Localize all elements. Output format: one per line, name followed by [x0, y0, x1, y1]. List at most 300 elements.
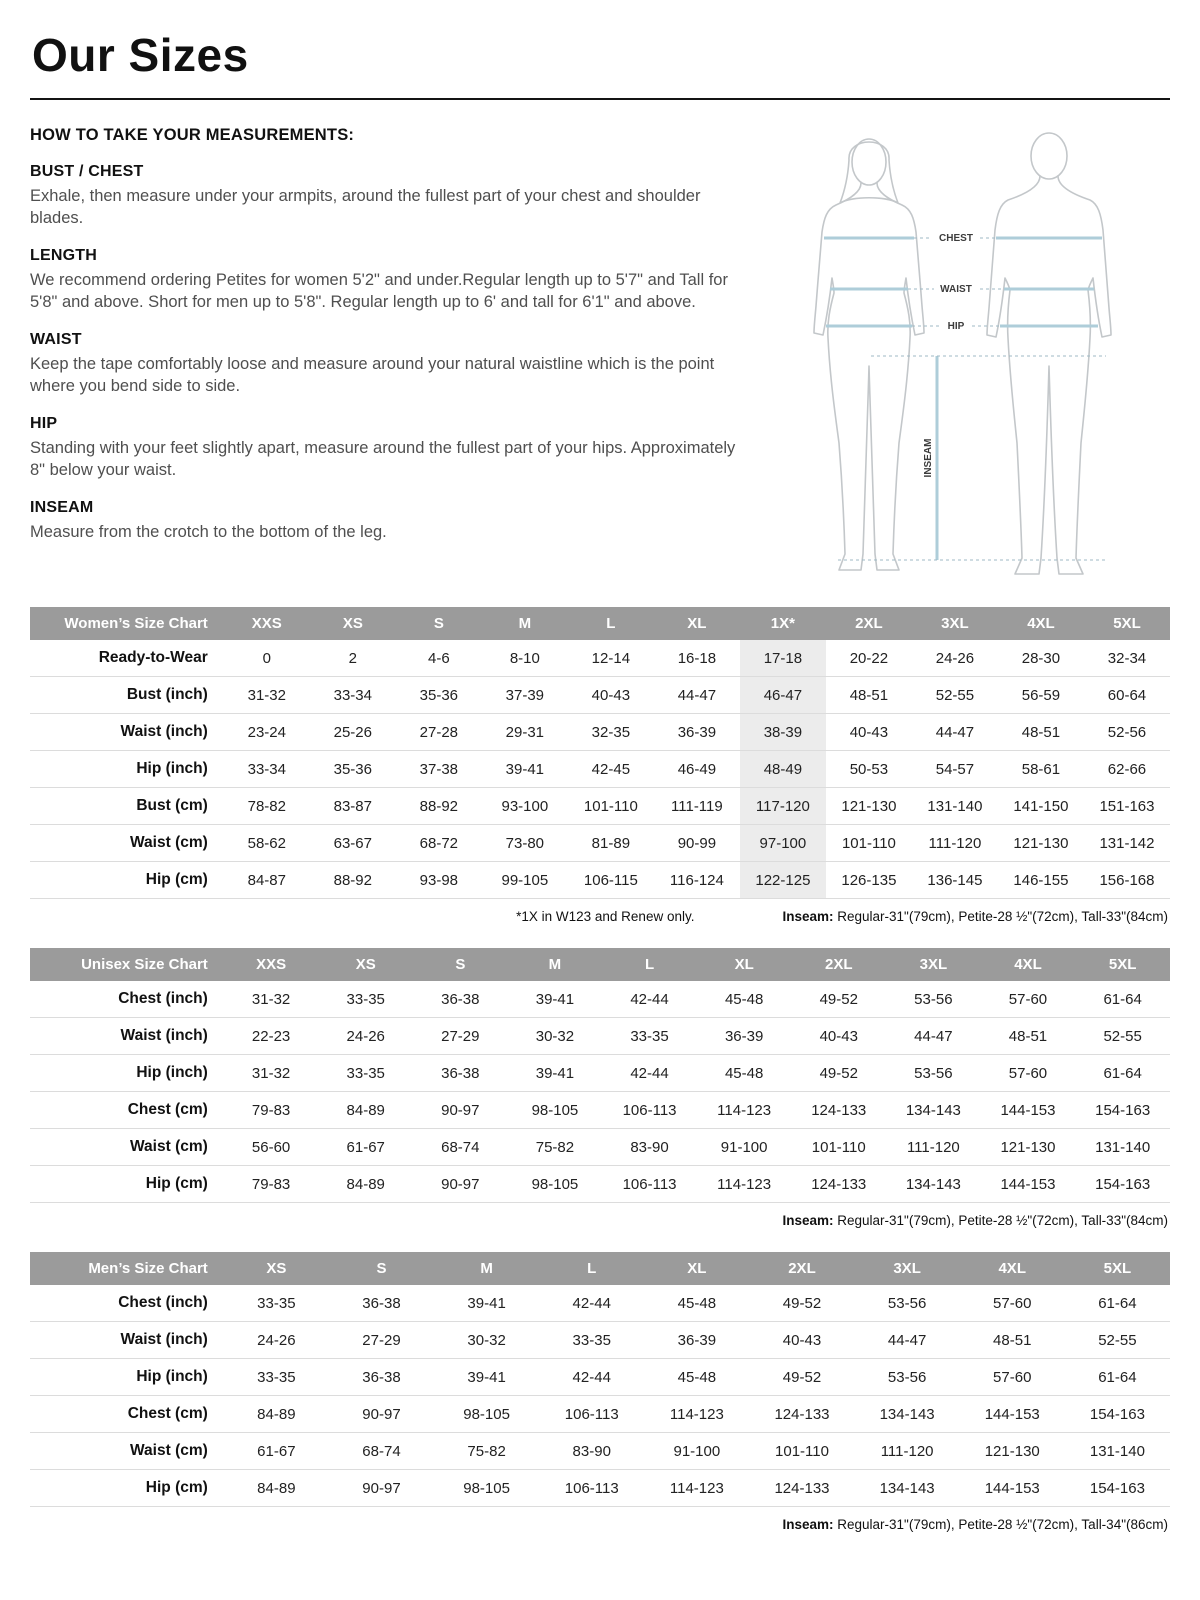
woman-head — [852, 139, 886, 185]
man-figure — [987, 133, 1111, 574]
size-cell: 57-60 — [960, 1359, 1065, 1396]
size-cell: 33-34 — [224, 751, 310, 788]
measurement-figure — [774, 124, 1156, 597]
size-cell: 42-44 — [602, 1055, 697, 1092]
column-header: 3XL — [886, 948, 981, 981]
size-cell: 48-51 — [981, 1018, 1076, 1055]
table-row — [30, 1129, 1170, 1166]
size-cell: 60-64 — [1084, 677, 1170, 714]
column-header: M — [482, 607, 568, 640]
size-cell: 49-52 — [791, 981, 886, 1018]
size-cell: 144-153 — [960, 1396, 1065, 1433]
size-cell: 121-130 — [981, 1129, 1076, 1166]
instruction-title: LENGTH — [30, 246, 97, 264]
page-title: Our Sizes — [32, 29, 249, 81]
size-cell: 98-105 — [508, 1092, 603, 1129]
instruction-body: Standing with your feet slightly apart, measure around the fullest part of your hips. Approximately 8" below your waist. — [30, 438, 736, 479]
size-cell: 33-35 — [539, 1322, 644, 1359]
size-cell: 154-163 — [1065, 1396, 1170, 1433]
size-cell: 17-18 — [740, 640, 826, 677]
size-cell: 31-32 — [224, 677, 310, 714]
size-cell: 57-60 — [981, 1055, 1076, 1092]
size-cell: 88-92 — [310, 862, 396, 899]
size-cell: 44-47 — [886, 1018, 981, 1055]
header-row — [30, 948, 1170, 981]
size-cell: 134-143 — [855, 1470, 960, 1507]
size-cell: 30-32 — [508, 1018, 603, 1055]
instruction-body: Keep the tape comfortably loose and measure around your natural waistline which is the point where you bend side to side. — [30, 354, 715, 395]
table-row — [30, 1470, 1170, 1507]
size-cell: 42-44 — [539, 1359, 644, 1396]
size-cell: 83-90 — [539, 1433, 644, 1470]
column-header: XS — [318, 948, 413, 981]
size-cell: 68-72 — [396, 825, 482, 862]
size-cell: 131-140 — [912, 788, 998, 825]
size-cell: 52-55 — [1075, 1018, 1170, 1055]
size-cell: 48-51 — [960, 1322, 1065, 1359]
size-cell: 44-47 — [654, 677, 740, 714]
size-cell: 121-130 — [998, 825, 1084, 862]
table-title: Unisex Size Chart — [30, 948, 224, 981]
column-header: XS — [310, 607, 396, 640]
hip-label: HIP — [947, 321, 965, 332]
size-cell: 114-123 — [697, 1166, 792, 1203]
size-cell: 2 — [310, 640, 396, 677]
size-cell: 45-48 — [697, 1055, 792, 1092]
size-cell: 36-38 — [413, 981, 508, 1018]
size-cell: 57-60 — [981, 981, 1076, 1018]
size-cell: 58-62 — [224, 825, 310, 862]
size-cell: 90-97 — [329, 1396, 434, 1433]
size-cell: 78-82 — [224, 788, 310, 825]
size-cell: 44-47 — [912, 714, 998, 751]
size-cell: 98-105 — [508, 1166, 603, 1203]
column-header: 5XL — [1065, 1252, 1170, 1285]
size-cell: 156-168 — [1084, 862, 1170, 899]
size-cell: 40-43 — [791, 1018, 886, 1055]
size-cell: 37-39 — [482, 677, 568, 714]
column-header: XL — [697, 948, 792, 981]
size-cell: 90-97 — [413, 1166, 508, 1203]
size-cell: 56-59 — [998, 677, 1084, 714]
table-row — [30, 1285, 1170, 1322]
size-cell: 31-32 — [224, 1055, 319, 1092]
size-cell: 136-145 — [912, 862, 998, 899]
size-cell: 88-92 — [396, 788, 482, 825]
column-header: 2XL — [791, 948, 886, 981]
unisex-size-chart-block — [30, 948, 1170, 1228]
size-cell: 93-100 — [482, 788, 568, 825]
size-cell: 49-52 — [749, 1359, 854, 1396]
size-cell: 61-67 — [318, 1129, 413, 1166]
column-header: L — [602, 948, 697, 981]
size-cell: 46-49 — [654, 751, 740, 788]
size-cell: 131-142 — [1084, 825, 1170, 862]
size-cell: 20-22 — [826, 640, 912, 677]
size-cell: 124-133 — [749, 1396, 854, 1433]
column-header: 4XL — [981, 948, 1076, 981]
size-cell: 33-35 — [224, 1285, 329, 1322]
size-cell: 84-89 — [224, 1396, 329, 1433]
size-cell: 46-47 — [740, 677, 826, 714]
size-cell: 30-32 — [434, 1322, 539, 1359]
size-cell: 58-61 — [998, 751, 1084, 788]
table-row — [30, 714, 1170, 751]
size-cell: 36-39 — [644, 1322, 749, 1359]
row-label: Chest (cm) — [30, 1092, 224, 1129]
size-cell: 114-123 — [644, 1470, 749, 1507]
column-header: 3XL — [855, 1252, 960, 1285]
size-cell: 131-140 — [1065, 1433, 1170, 1470]
size-cell: 111-120 — [912, 825, 998, 862]
size-cell: 90-99 — [654, 825, 740, 862]
size-cell: 154-163 — [1075, 1092, 1170, 1129]
size-cell: 33-35 — [318, 1055, 413, 1092]
size-cell: 101-110 — [791, 1129, 886, 1166]
instruction-title: BUST / CHEST — [30, 163, 144, 180]
size-cell: 45-48 — [644, 1285, 749, 1322]
size-cell: 27-29 — [413, 1018, 508, 1055]
size-cell: 101-110 — [749, 1433, 854, 1470]
column-header: M — [434, 1252, 539, 1285]
size-cell: 134-143 — [886, 1166, 981, 1203]
size-cell: 151-163 — [1084, 788, 1170, 825]
row-label: Waist (inch) — [30, 714, 224, 751]
table-row — [30, 1166, 1170, 1203]
instruction-hip — [30, 415, 748, 482]
column-header: L — [539, 1252, 644, 1285]
size-cell: 154-163 — [1065, 1470, 1170, 1507]
size-cell: 111-120 — [855, 1433, 960, 1470]
size-cell: 101-110 — [568, 788, 654, 825]
row-label: Chest (inch) — [30, 981, 224, 1018]
size-cell: 44-47 — [855, 1322, 960, 1359]
size-cell: 28-30 — [998, 640, 1084, 677]
instructions-heading: HOW TO TAKE YOUR MEASUREMENTS: — [30, 126, 355, 144]
footnote-inseam: Inseam: Regular-31"(79cm), Petite-28 ½"(72cm), Tall-33"(84cm) — [782, 1213, 1168, 1228]
size-cell: 98-105 — [434, 1396, 539, 1433]
chest-label: CHEST — [939, 233, 973, 244]
size-cell: 141-150 — [998, 788, 1084, 825]
size-cell: 98-105 — [434, 1470, 539, 1507]
size-cell: 22-23 — [224, 1018, 319, 1055]
size-cell: 84-89 — [318, 1166, 413, 1203]
size-cell: 124-133 — [791, 1166, 886, 1203]
size-cell: 106-113 — [539, 1396, 644, 1433]
column-header: XS — [224, 1252, 329, 1285]
table-footnotes — [30, 909, 1168, 924]
column-header: XXS — [224, 607, 310, 640]
row-label: Waist (cm) — [30, 1129, 224, 1166]
size-cell: 39-41 — [434, 1285, 539, 1322]
size-cell: 16-18 — [654, 640, 740, 677]
size-cell: 42-44 — [602, 981, 697, 1018]
size-cell: 23-24 — [224, 714, 310, 751]
footnote-inseam: Inseam: Regular-31"(79cm), Petite-28 ½"(72cm), Tall-34"(86cm) — [782, 1517, 1168, 1532]
size-cell: 97-100 — [740, 825, 826, 862]
mens-size-chart-block — [30, 1252, 1170, 1532]
table-row — [30, 1055, 1170, 1092]
size-cell: 24-26 — [318, 1018, 413, 1055]
size-cell: 73-80 — [482, 825, 568, 862]
size-cell: 48-51 — [998, 714, 1084, 751]
size-cell: 124-133 — [749, 1470, 854, 1507]
size-cell: 61-67 — [224, 1433, 329, 1470]
table-row — [30, 1396, 1170, 1433]
table-footnotes — [30, 1517, 1168, 1532]
size-cell: 45-48 — [644, 1359, 749, 1396]
woman-hair — [840, 142, 898, 203]
size-cell: 36-38 — [329, 1285, 434, 1322]
footnote-inseam: Inseam: Regular-31"(79cm), Petite-28 ½"(72cm), Tall-33"(84cm) — [782, 909, 1168, 924]
table-row — [30, 981, 1170, 1018]
size-cell: 84-89 — [318, 1092, 413, 1129]
size-cell: 49-52 — [791, 1055, 886, 1092]
size-cell: 90-97 — [413, 1092, 508, 1129]
size-cell: 111-119 — [654, 788, 740, 825]
size-cell: 31-32 — [224, 981, 319, 1018]
instruction-title: HIP — [30, 414, 58, 432]
instruction-length — [30, 247, 748, 314]
size-cell: 57-60 — [960, 1285, 1065, 1322]
row-label: Waist (inch) — [30, 1018, 224, 1055]
size-cell: 27-29 — [329, 1322, 434, 1359]
size-cell: 48-49 — [740, 751, 826, 788]
size-cell: 37-38 — [396, 751, 482, 788]
table-row — [30, 1092, 1170, 1129]
column-header: S — [413, 948, 508, 981]
row-label: Hip (inch) — [30, 751, 224, 788]
instruction-inseam — [30, 499, 748, 544]
measurement-instructions — [30, 124, 748, 597]
size-cell: 61-64 — [1075, 1055, 1170, 1092]
size-cell: 52-55 — [1065, 1322, 1170, 1359]
size-cell: 35-36 — [310, 751, 396, 788]
size-cell: 79-83 — [224, 1092, 319, 1129]
table-row — [30, 1322, 1170, 1359]
size-cell: 114-123 — [697, 1092, 792, 1129]
size-cell: 117-120 — [740, 788, 826, 825]
size-cell: 91-100 — [697, 1129, 792, 1166]
column-header: S — [396, 607, 482, 640]
table-row — [30, 825, 1170, 862]
size-cell: 35-36 — [396, 677, 482, 714]
table-row — [30, 640, 1170, 677]
size-cell: 53-56 — [855, 1359, 960, 1396]
row-label: Bust (cm) — [30, 788, 224, 825]
size-cell: 52-56 — [1084, 714, 1170, 751]
womens-size-chart-block — [30, 607, 1170, 924]
row-label: Hip (cm) — [30, 1470, 224, 1507]
size-cell: 0 — [224, 640, 310, 677]
size-cell: 154-163 — [1075, 1166, 1170, 1203]
womens-size-chart — [30, 607, 1170, 899]
size-cell: 93-98 — [396, 862, 482, 899]
size-cell: 131-140 — [1075, 1129, 1170, 1166]
measurement-labels — [923, 230, 980, 477]
size-cell: 36-38 — [413, 1055, 508, 1092]
intro-section — [30, 124, 1170, 597]
instruction-title: INSEAM — [30, 498, 94, 516]
title-divider — [30, 98, 1170, 100]
size-cell: 124-133 — [791, 1092, 886, 1129]
size-cell: 36-39 — [697, 1018, 792, 1055]
size-cell: 81-89 — [568, 825, 654, 862]
row-label: Hip (inch) — [30, 1055, 224, 1092]
size-cell: 42-45 — [568, 751, 654, 788]
size-cell: 61-64 — [1065, 1285, 1170, 1322]
size-cell: 75-82 — [434, 1433, 539, 1470]
size-cell: 39-41 — [508, 1055, 603, 1092]
size-cell: 84-87 — [224, 862, 310, 899]
table-row — [30, 1359, 1170, 1396]
size-cell: 36-38 — [329, 1359, 434, 1396]
column-header: XXS — [224, 948, 319, 981]
body-measurement-diagram — [774, 126, 1154, 592]
column-header: 5XL — [1084, 607, 1170, 640]
size-cell: 126-135 — [826, 862, 912, 899]
size-cell: 61-64 — [1075, 981, 1170, 1018]
woman-body-outline — [814, 183, 924, 570]
size-cell: 39-41 — [434, 1359, 539, 1396]
column-header: M — [508, 948, 603, 981]
size-cell: 24-26 — [224, 1322, 329, 1359]
row-label: Hip (cm) — [30, 1166, 224, 1203]
header-row — [30, 607, 1170, 640]
size-cell: 33-35 — [224, 1359, 329, 1396]
footnote-asterisk: *1X in W123 and Renew only. — [516, 909, 695, 924]
size-cell: 62-66 — [1084, 751, 1170, 788]
table-row — [30, 751, 1170, 788]
table-row — [30, 1018, 1170, 1055]
instruction-body: We recommend ordering Petites for women 5'2" and under.Regular length up to 5'7" and Tall for 5'8" and above. Short for men up to 5'8". Regular length up to 6' and tall for 6'1" and above. — [30, 270, 728, 311]
table-title: Men’s Size Chart — [30, 1252, 224, 1285]
size-cell: 40-43 — [826, 714, 912, 751]
inseam-label: INSEAM — [923, 438, 934, 478]
size-cell: 121-130 — [826, 788, 912, 825]
row-label: Hip (cm) — [30, 862, 224, 899]
instruction-body: Exhale, then measure under your armpits, around the fullest part of your chest and shoulder blades. — [30, 187, 701, 227]
table-title: Women’s Size Chart — [30, 607, 224, 640]
size-cell: 50-53 — [826, 751, 912, 788]
waist-label: WAIST — [940, 284, 972, 295]
size-cell: 48-51 — [826, 677, 912, 714]
size-cell: 68-74 — [413, 1129, 508, 1166]
tables-region — [30, 607, 1170, 1532]
column-header: 4XL — [998, 607, 1084, 640]
size-cell: 8-10 — [482, 640, 568, 677]
size-cell: 63-67 — [310, 825, 396, 862]
column-header: 2XL — [826, 607, 912, 640]
size-cell: 54-57 — [912, 751, 998, 788]
size-cell: 90-97 — [329, 1470, 434, 1507]
size-cell: 36-39 — [654, 714, 740, 751]
size-cell: 4-6 — [396, 640, 482, 677]
size-cell: 106-113 — [539, 1470, 644, 1507]
row-label: Waist (cm) — [30, 1433, 224, 1470]
size-cell: 27-28 — [396, 714, 482, 751]
row-label: Waist (inch) — [30, 1322, 224, 1359]
column-header: XL — [654, 607, 740, 640]
instruction-body: Measure from the crotch to the bottom of the leg. — [30, 522, 387, 541]
size-cell: 33-34 — [310, 677, 396, 714]
size-cell: 84-89 — [224, 1470, 329, 1507]
instruction-waist — [30, 331, 748, 398]
size-cell: 39-41 — [508, 981, 603, 1018]
table-row — [30, 788, 1170, 825]
size-cell: 24-26 — [912, 640, 998, 677]
size-cell: 32-35 — [568, 714, 654, 751]
size-cell: 32-34 — [1084, 640, 1170, 677]
size-cell: 56-60 — [224, 1129, 319, 1166]
table-footnotes — [30, 1213, 1168, 1228]
size-cell: 79-83 — [224, 1166, 319, 1203]
size-cell: 111-120 — [886, 1129, 981, 1166]
row-label: Hip (inch) — [30, 1359, 224, 1396]
size-cell: 106-115 — [568, 862, 654, 899]
size-cell: 91-100 — [644, 1433, 749, 1470]
size-cell: 114-123 — [644, 1396, 749, 1433]
column-header: 3XL — [912, 607, 998, 640]
row-label: Bust (inch) — [30, 677, 224, 714]
woman-figure — [814, 139, 924, 570]
size-cell: 40-43 — [568, 677, 654, 714]
size-cell: 146-155 — [998, 862, 1084, 899]
column-header: XL — [644, 1252, 749, 1285]
row-label: Waist (cm) — [30, 825, 224, 862]
table-row — [30, 677, 1170, 714]
size-cell: 53-56 — [886, 1055, 981, 1092]
size-cell: 45-48 — [697, 981, 792, 1018]
column-header: 4XL — [960, 1252, 1065, 1285]
instruction-title: WAIST — [30, 330, 82, 348]
row-label: Chest (cm) — [30, 1396, 224, 1433]
size-cell: 53-56 — [855, 1285, 960, 1322]
size-cell: 39-41 — [482, 751, 568, 788]
table-row — [30, 1433, 1170, 1470]
instruction-bust-chest — [30, 163, 748, 230]
size-cell: 49-52 — [749, 1285, 854, 1322]
column-header: 1X* — [740, 607, 826, 640]
size-cell: 134-143 — [855, 1396, 960, 1433]
header-row — [30, 1252, 1170, 1285]
size-cell: 52-55 — [912, 677, 998, 714]
size-cell: 75-82 — [508, 1129, 603, 1166]
mens-size-chart — [30, 1252, 1170, 1507]
size-cell: 40-43 — [749, 1322, 854, 1359]
size-cell: 116-124 — [654, 862, 740, 899]
size-cell: 53-56 — [886, 981, 981, 1018]
size-cell: 33-35 — [602, 1018, 697, 1055]
size-cell: 42-44 — [539, 1285, 644, 1322]
size-cell: 106-113 — [602, 1092, 697, 1129]
size-cell: 61-64 — [1065, 1359, 1170, 1396]
column-header: L — [568, 607, 654, 640]
size-cell: 25-26 — [310, 714, 396, 751]
size-cell: 68-74 — [329, 1433, 434, 1470]
size-cell: 101-110 — [826, 825, 912, 862]
size-cell: 122-125 — [740, 862, 826, 899]
size-cell: 106-113 — [602, 1166, 697, 1203]
size-cell: 38-39 — [740, 714, 826, 751]
size-cell: 29-31 — [482, 714, 568, 751]
size-cell: 144-153 — [981, 1092, 1076, 1129]
size-cell: 83-90 — [602, 1129, 697, 1166]
size-cell: 144-153 — [960, 1470, 1065, 1507]
row-label: Ready-to-Wear — [30, 640, 224, 677]
column-header: S — [329, 1252, 434, 1285]
size-cell: 33-35 — [318, 981, 413, 1018]
